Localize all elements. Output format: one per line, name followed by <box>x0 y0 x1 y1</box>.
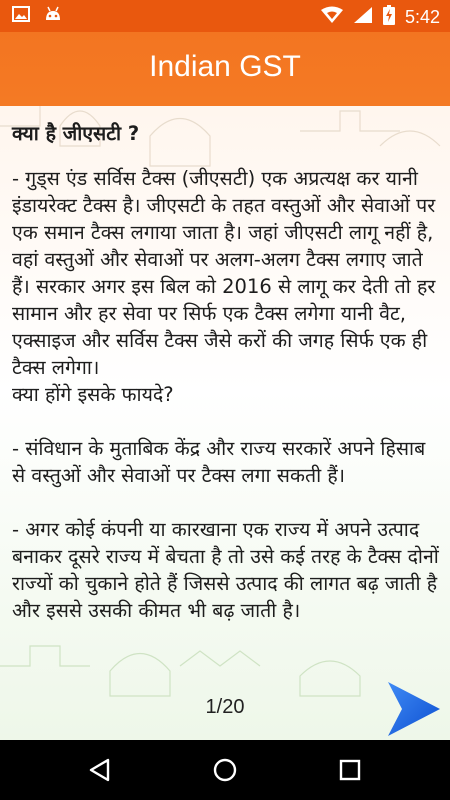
android-icon <box>44 6 62 26</box>
back-triangle-icon <box>86 756 114 784</box>
wifi-icon <box>321 6 343 28</box>
back-button[interactable] <box>86 756 114 784</box>
article-paragraph-2: - संविधान के मुताबिक केंद्र और राज्य सरकारें अपने हिसाब से वस्तुओं और सेवाओं पर टैक्स लगा सकती हैं। <box>12 437 432 487</box>
image-icon <box>12 6 30 26</box>
content-area <box>0 106 450 740</box>
status-time: 5:42 <box>404 7 440 27</box>
paragraph-spacer <box>12 408 442 435</box>
next-page-button[interactable] <box>386 680 442 738</box>
article-paragraph-3: - अगर कोई कंपनी या कारखाना एक राज्य में अपने उत्पाद बनाकर दूसरे राज्य में बेचता है तो उसे कई तरह के टैक्स दोनों राज्यों को चुकाने होते हैं जिससे उत्पाद की लागत बढ़ जाती है और इससे उसकी कीमत भी बढ़ जाती है। <box>12 518 446 622</box>
article-heading: क्या है जीएसटी ? <box>12 122 140 145</box>
article-subheading: क्या होंगे इसके फायदे? <box>12 383 174 406</box>
battery-charging-icon <box>383 5 395 29</box>
navigation-bar <box>0 740 450 800</box>
app-title: Indian GST <box>149 50 301 83</box>
recents-button[interactable] <box>336 756 364 784</box>
home-circle-icon <box>211 756 239 784</box>
signal-icon <box>353 6 373 28</box>
paragraph-spacer <box>12 489 442 516</box>
page-indicator: 1/20 <box>205 696 245 718</box>
next-arrow-icon <box>386 680 442 738</box>
article-paragraph-1: - गुड्स एंड सर्विस टैक्स (जीएसटी) एक अप्रत्यक्ष कर यानी इंडायरेक्ट टैक्स है। जीएसटी के तहत वस्तुओं और सेवाओं पर एक समान टैक्स लगाया जाता है। जहां जीएसटी लागू नहीं है, वहां वस्तुओं और सेवाओं पर अलग-अलग टैक्स लगाए जाते हैं। सरकार अगर इस बिल को 2016 से लागू कर देती तो हर सामान और हर सेवा पर सिर्फ एक टैक्स लगेगा यानी वैट, एक्साइज और सर्विस टैक्स जैसे करों की जगह सिर्फ एक ही टैक्स लगेगा। <box>12 167 442 379</box>
recents-square-icon <box>336 756 364 784</box>
status-bar <box>0 0 450 32</box>
home-button[interactable] <box>211 756 239 784</box>
article-text <box>12 120 446 680</box>
app-bar <box>0 32 450 106</box>
